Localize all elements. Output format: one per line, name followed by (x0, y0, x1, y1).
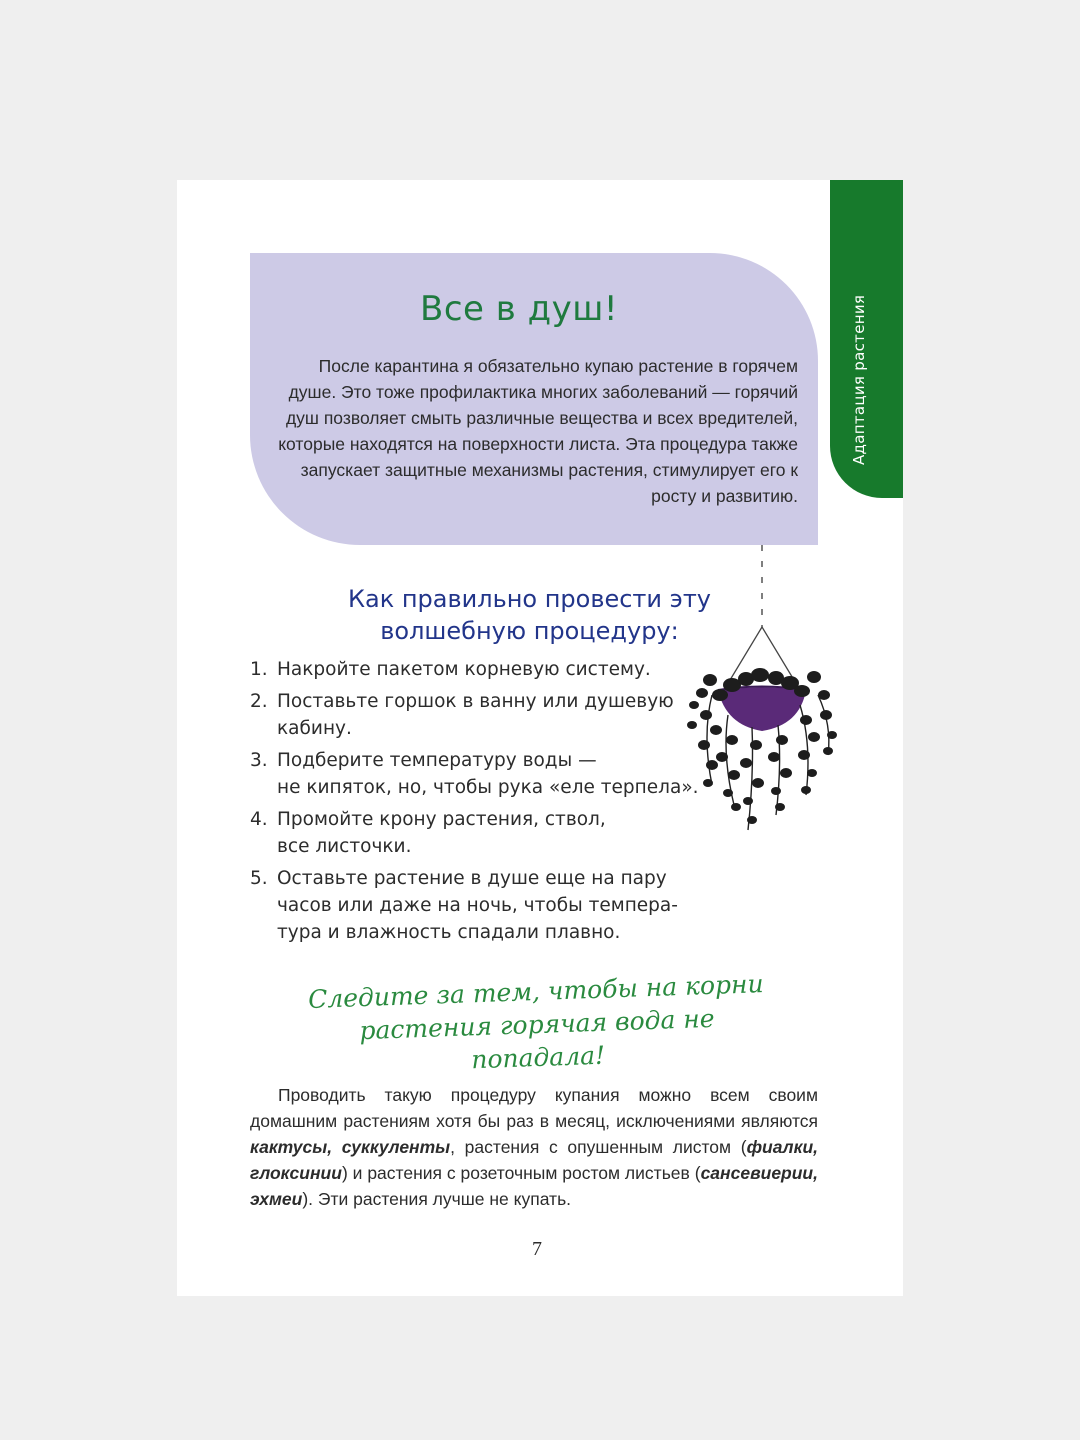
tip-callout-box (250, 253, 818, 545)
step-text: Накройте пакетом корневую систему. (277, 659, 651, 680)
step-number: 4. (250, 809, 268, 830)
step-number: 3. (250, 750, 268, 771)
book-page (177, 180, 903, 1296)
callout-body: После карантина я обязательно купаю растение в горячем душе. Это тоже профилактика многих заболеваний — горячий душ позволяет смыть различные вещества и всех вредителей, которые находятся на поверхности листа. Эта процедура также запускает защитные механизмы растения, стимулирует его к росту и развитию. (278, 356, 798, 506)
emphasis-cacti: кактусы, суккуленты (250, 1137, 451, 1157)
hanging-plant-illustration (682, 545, 847, 835)
closing-text: Проводить такую процедуру купания можно всем своим домашним растениям хотя бы раз в месяц, исключениями являются (250, 1085, 818, 1131)
step-number: 5. (250, 868, 268, 889)
list-item (250, 747, 720, 801)
closing-text: ) и растения с розеточным ростом листьев ( (341, 1163, 701, 1183)
list-item (250, 806, 720, 860)
list-item (250, 865, 720, 946)
closing-paragraph (250, 1082, 818, 1212)
procedure-steps-list (250, 656, 720, 951)
list-item (250, 688, 720, 742)
step-text: Промойте крону растения, ствол, все листочки. (277, 809, 606, 857)
emphasis-violets: фиалки, глоксинии (250, 1137, 818, 1183)
closing-text: , растения с опушенным листом ( (450, 1137, 747, 1157)
step-text: Подберите температуру воды — не кипяток, но, чтобы рука «еле терпела». (277, 750, 699, 798)
step-number: 1. (250, 659, 268, 680)
step-number: 2. (250, 691, 268, 712)
emphasis-sansevieria: сансевиерии, эхмеи (250, 1163, 818, 1209)
chapter-tab-label: Адаптация растения (850, 294, 868, 466)
chapter-side-tab (830, 180, 903, 498)
step-text: Поставьте горшок в ванну или душевую кабину. (277, 691, 674, 739)
step-text: Оставьте растение в душе еще на пару часов или даже на ночь, чтобы темпера- тура и влажность спадали плавно. (277, 868, 678, 943)
handwritten-warning: Следите за тем, чтобы на корни растения горячая вода не попадала! (307, 969, 765, 1075)
procedure-subheading: Как правильно провести эту волшебную процедуру: (347, 585, 711, 645)
closing-text: ). Эти растения лучше не купать. (302, 1189, 572, 1209)
callout-title: Все в душ! (420, 289, 618, 329)
list-item (250, 656, 720, 683)
page-number: 7 (532, 1238, 542, 1260)
